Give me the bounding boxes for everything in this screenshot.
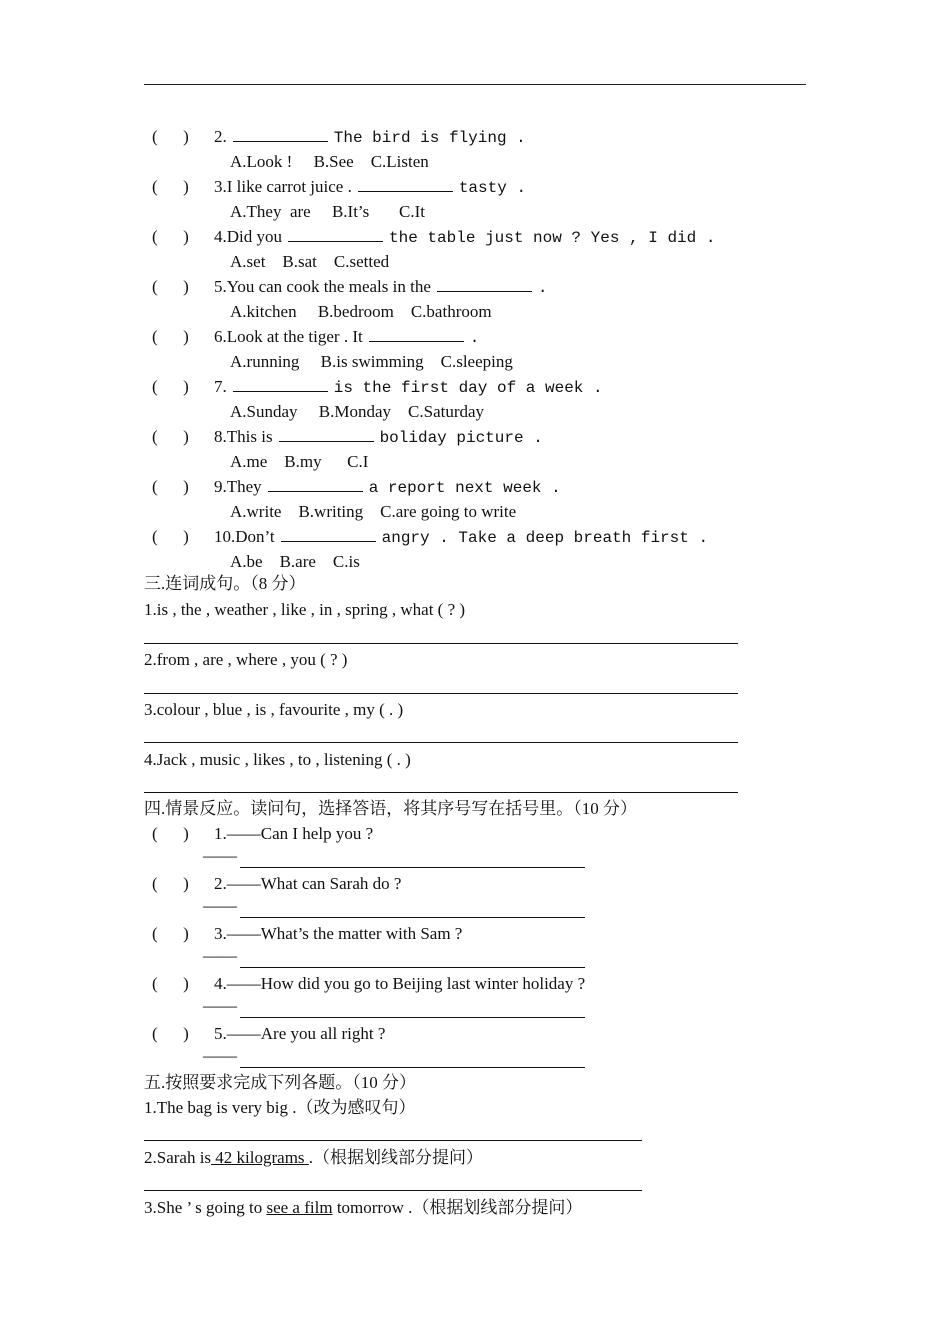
choice-question bbox=[152, 376, 603, 399]
question-number: 7. bbox=[214, 377, 227, 396]
question-number: 5. bbox=[214, 277, 227, 296]
reply-line[interactable] bbox=[240, 917, 585, 918]
answer-bracket[interactable]: ( ) bbox=[152, 377, 189, 396]
answer-options: A.set B.sat C.setted bbox=[230, 252, 390, 271]
answer-bracket[interactable]: ( ) bbox=[152, 874, 189, 893]
question-number: 4. bbox=[214, 227, 227, 246]
question-text-tail: boliday picture . bbox=[379, 429, 543, 447]
dialogue-text: 2.——What can Sarah do ? bbox=[214, 874, 402, 893]
question-number: 9. bbox=[214, 477, 227, 496]
answer-bracket[interactable]: ( ) bbox=[152, 227, 189, 246]
section3-item-1: 1.is , the , weather , like , in , spring , what ( ? ) bbox=[144, 600, 466, 619]
answer-line[interactable] bbox=[144, 1190, 642, 1191]
choice-question bbox=[152, 276, 547, 299]
q2-underlined: 42 kilograms bbox=[211, 1148, 309, 1167]
fill-blank[interactable] bbox=[281, 527, 376, 542]
section3-item-3: 3.colour , blue , is , favourite , my ( . ) bbox=[144, 700, 404, 719]
answer-options: A.me B.my C.I bbox=[230, 452, 369, 471]
dialogue-question bbox=[152, 873, 401, 895]
section4-title: 四.情景反应。读问句，选择答语，将其序号写在括号里。（10 分） bbox=[144, 799, 637, 818]
reply-line[interactable] bbox=[240, 867, 585, 868]
header-rule bbox=[144, 84, 806, 85]
choice-question bbox=[152, 326, 479, 349]
fill-blank[interactable] bbox=[437, 277, 532, 292]
dialogue-question bbox=[152, 823, 373, 845]
choice-question bbox=[152, 426, 543, 449]
dialogue-question bbox=[152, 1023, 385, 1045]
answer-bracket[interactable]: ( ) bbox=[152, 477, 189, 496]
answer-bracket[interactable]: ( ) bbox=[152, 1024, 189, 1043]
question-text-tail: . bbox=[469, 329, 480, 347]
dialogue-text: 4.——How did you go to Beijing last winter holiday ? bbox=[214, 974, 586, 993]
answer-line[interactable] bbox=[144, 643, 738, 644]
dialogue-text: 5.——Are you all right ? bbox=[214, 1024, 386, 1043]
fill-blank[interactable] bbox=[268, 477, 363, 492]
answer-bracket[interactable]: ( ) bbox=[152, 924, 189, 943]
section5-q1: 1.The bag is very big .（改为感叹句） bbox=[144, 1098, 416, 1117]
reply-dash: —— bbox=[203, 896, 237, 915]
q2-instruction: .（根据划线部分提问） bbox=[308, 1148, 484, 1167]
answer-bracket[interactable]: ( ) bbox=[152, 277, 189, 296]
section3-item-2: 2.from , are , where , you ( ? ) bbox=[144, 650, 348, 669]
q2-text: 2.Sarah is bbox=[144, 1148, 212, 1167]
question-text: Look at the tiger . It bbox=[226, 327, 363, 346]
question-number: 10. bbox=[214, 527, 236, 546]
answer-bracket[interactable]: ( ) bbox=[152, 177, 189, 196]
choice-question bbox=[152, 126, 526, 149]
question-text-tail: The bird is flying . bbox=[333, 129, 526, 147]
answer-bracket[interactable]: ( ) bbox=[152, 427, 189, 446]
answer-bracket[interactable]: ( ) bbox=[152, 974, 189, 993]
question-number: 2. bbox=[214, 127, 227, 146]
fill-blank[interactable] bbox=[233, 127, 328, 142]
answer-options: A.kitchen B.bedroom C.bathroom bbox=[230, 302, 492, 321]
question-number: 6. bbox=[214, 327, 227, 346]
question-text-tail: angry . Take a deep breath first . bbox=[381, 529, 709, 547]
reply-line[interactable] bbox=[240, 967, 585, 968]
question-text-tail: a report next week . bbox=[368, 479, 561, 497]
reply-dash: —— bbox=[203, 946, 237, 965]
answer-line[interactable] bbox=[144, 693, 738, 694]
question-number: 3. bbox=[214, 177, 227, 196]
reply-dash: —— bbox=[203, 846, 237, 865]
dialogue-text: 1.——Can I help you ? bbox=[214, 824, 374, 843]
answer-line[interactable] bbox=[144, 1140, 642, 1141]
section5-title: 五.按照要求完成下列各题。（10 分） bbox=[144, 1073, 416, 1092]
reply-line[interactable] bbox=[240, 1067, 585, 1068]
question-text: Did you bbox=[226, 227, 282, 246]
dialogue-question bbox=[152, 923, 462, 945]
answer-options: A.Look ! B.See C.Listen bbox=[230, 152, 429, 171]
reply-dash: —— bbox=[203, 1046, 237, 1065]
answer-options: A.Sunday B.Monday C.Saturday bbox=[230, 402, 485, 421]
q3-underlined: see a film bbox=[266, 1198, 333, 1217]
q3-text: 3.She ’ s going to bbox=[144, 1198, 267, 1217]
choice-question bbox=[152, 526, 708, 549]
section5-q3 bbox=[144, 1197, 582, 1219]
fill-blank[interactable] bbox=[369, 327, 464, 342]
question-text-tail: . bbox=[537, 279, 548, 297]
fill-blank[interactable] bbox=[279, 427, 374, 442]
dialogue-question bbox=[152, 973, 585, 995]
answer-bracket[interactable]: ( ) bbox=[152, 327, 189, 346]
choice-question bbox=[152, 176, 526, 199]
choice-question bbox=[152, 226, 715, 249]
reply-dash: —— bbox=[203, 996, 237, 1015]
answer-options: A.They are B.It’s C.It bbox=[230, 202, 425, 221]
answer-line[interactable] bbox=[144, 742, 738, 743]
question-text: You can cook the meals in the bbox=[226, 277, 431, 296]
reply-line[interactable] bbox=[240, 1017, 585, 1018]
question-text: This is bbox=[226, 427, 273, 446]
question-text: I like carrot juice . bbox=[226, 177, 352, 196]
fill-blank[interactable] bbox=[288, 227, 383, 242]
section5-q2 bbox=[144, 1147, 483, 1169]
answer-bracket[interactable]: ( ) bbox=[152, 824, 189, 843]
answer-bracket[interactable]: ( ) bbox=[152, 527, 189, 546]
question-text-tail: tasty . bbox=[458, 179, 527, 197]
question-text-tail: is the first day of a week . bbox=[333, 379, 603, 397]
dialogue-text: 3.——What’s the matter with Sam ? bbox=[214, 924, 463, 943]
fill-blank[interactable] bbox=[233, 377, 328, 392]
question-text-tail: the table just now ? Yes , I did . bbox=[389, 229, 716, 247]
choice-question bbox=[152, 476, 561, 499]
answer-bracket[interactable]: ( ) bbox=[152, 127, 189, 146]
fill-blank[interactable] bbox=[358, 177, 453, 192]
answer-options: A.write B.writing C.are going to write bbox=[230, 502, 517, 521]
section3-title: 三.连词成句。（8 分） bbox=[144, 574, 306, 593]
answer-options: A.be B.are C.is bbox=[230, 552, 360, 571]
section3-item-4: 4.Jack , music , likes , to , listening ( . ) bbox=[144, 750, 411, 769]
question-text: They bbox=[226, 477, 262, 496]
q3-instruction: tomorrow .（根据划线部分提问） bbox=[332, 1198, 583, 1217]
answer-options: A.running B.is swimming C.sleeping bbox=[230, 352, 513, 371]
question-number: 8. bbox=[214, 427, 227, 446]
question-text: Don’t bbox=[235, 527, 275, 546]
answer-line[interactable] bbox=[144, 792, 738, 793]
